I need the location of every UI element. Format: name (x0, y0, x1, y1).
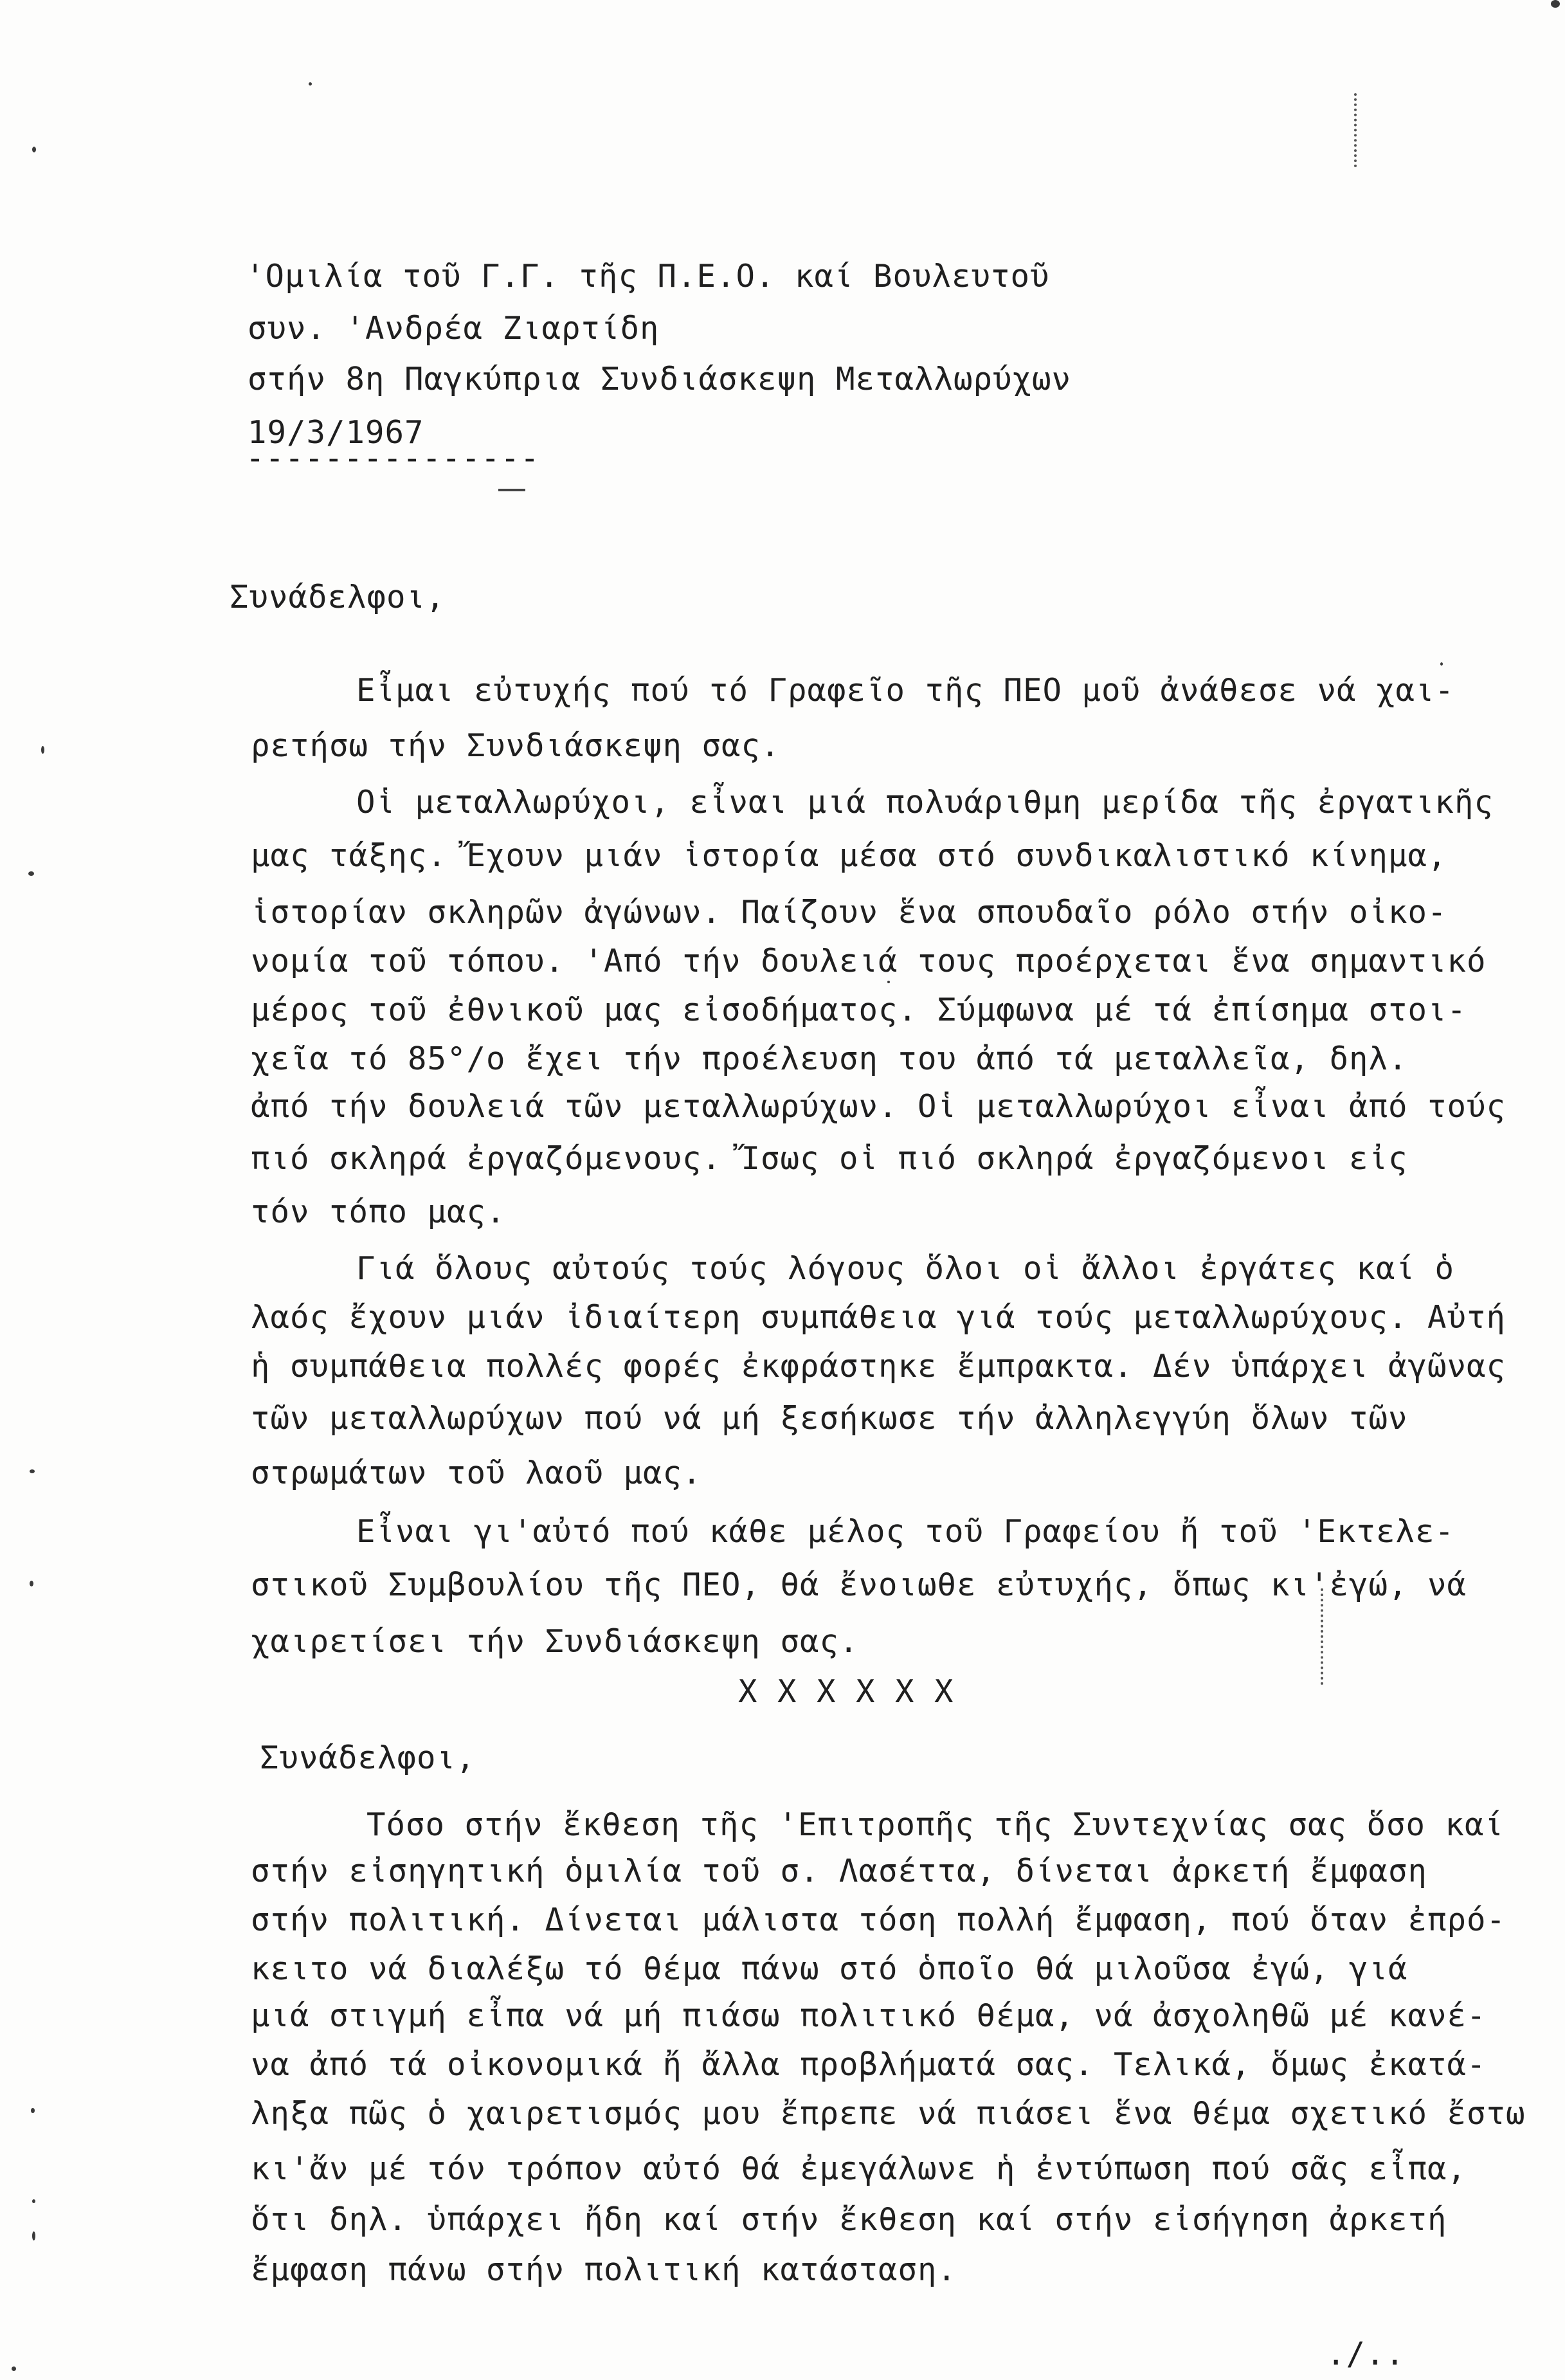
paragraph-line: Εἶναι γι'αὐτό πού κάθε μέλος τοῦ Γραφείου ἤ τοῦ 'Εκτελε- (356, 1513, 1455, 1550)
paragraph-line: ἀπό τήν δουλειά τῶν μεταλλωρύχων. Οἱ μεταλλωρύχοι εἶναι ἀπό τούς (251, 1088, 1506, 1125)
header-underline: --------------- (246, 440, 540, 477)
paragraph-line: κειτο νά διαλέξω τό θέμα πάνω στό ὁποῖο θά μιλοῦσα ἐγώ, γιά (251, 1950, 1408, 1987)
paragraph-line: ὅτι δηλ. ὑπάρχει ἤδη καί στήν ἔκθεση καί στήν εἰσήγηση ἀρκετή (251, 2201, 1447, 2238)
scan-speck (30, 1581, 33, 1586)
scan-speck (41, 746, 44, 754)
paragraph-line: νομία τοῦ τόπου. 'Από τήν δουλειά τους προέρχεται ἕνα σημαντικό (251, 943, 1487, 979)
paragraph-line: ρετήσω τήν Συνδιάσκεψη σας. (251, 727, 781, 764)
section-separator: X X X X X X (738, 1673, 954, 1710)
event-line: στήν 8η Παγκύπρια Συνδιάσκεψη Μεταλλωρύχων (248, 361, 1072, 397)
date-line: 19/3/1967 (248, 414, 424, 451)
paragraph-line: στρωμάτων τοῦ λαοῦ μας. (251, 1455, 702, 1491)
scan-speck (31, 2108, 35, 2113)
scan-speck (32, 147, 36, 152)
paragraph-line: Εἶμαι εὐτυχής πού τό Γραφεῖο τῆς ΠΕΟ μοῦ ἀνάθεσε νά χαι- (356, 672, 1455, 709)
scan-speck (887, 981, 890, 983)
paragraph-line: μιά στιγμή εἶπα νά μή πιάσω πολιτικό θέμα, νά ἀσχοληθῶ μέ κανέ- (251, 1997, 1487, 2034)
paragraph-line: κι'ἄν μέ τόν τρόπον αὐτό θά ἐμεγάλωνε ἡ ἐντύπωση πού σᾶς εἶπα, (251, 2150, 1467, 2187)
paragraph-line: τόν τόπο μας. (251, 1194, 506, 1230)
scan-speck (1440, 662, 1443, 666)
paragraph-line: ἔμφαση πάνω στήν πολιτική κατάσταση. (251, 2251, 957, 2288)
scan-speck (309, 82, 312, 86)
paragraph-line: να ἀπό τά οἰκονομικά ἤ ἄλλα προβλήματά σας. Τελικά, ὅμως ἐκατά- (251, 2046, 1487, 2083)
margin-dotted-mark (1321, 1588, 1323, 1685)
paragraph-line: ἡ συμπάθεια πολλές φορές ἐκφράστηκε ἔμπρακτα. Δέν ὑπάρχει ἀγῶνας (251, 1348, 1506, 1385)
speaker-line: συν. 'Ανδρέα Ζιαρτίδη (248, 310, 660, 347)
speech-title-line: 'Ομιλία τοῦ Γ.Γ. τῆς Π.Ε.Ο. καί Βουλευτοῦ (246, 258, 1050, 295)
salutation: Συνάδελφοι, (230, 579, 446, 615)
margin-dotted-mark (1354, 93, 1357, 167)
paragraph-line: χαιρετίσει τήν Συνδιάσκεψη σας. (251, 1623, 859, 1660)
paragraph-line: στικοῦ Συμβουλίου τῆς ΠΕΟ, θά ἔνοιωθε εὐτυχής, ὅπως κι'ἐγώ, νά (251, 1567, 1467, 1603)
scan-speck (30, 1469, 35, 1473)
scan-speck (32, 2231, 35, 2240)
paragraph-line: στήν εἰσηγητική ὁμιλία τοῦ σ. Λασέττα, δίνεται ἀρκετή ἔμφαση (251, 1853, 1428, 1889)
continuation-mark: ./.. (1326, 2336, 1406, 2372)
paragraph-line: Γιά ὅλους αὐτούς τούς λόγους ὅλοι οἱ ἄλλοι ἐργάτες καί ὁ (356, 1250, 1455, 1287)
salutation: Συνάδελφοι, (260, 1740, 476, 1776)
stray-mark (498, 489, 525, 491)
scan-speck (32, 2199, 35, 2203)
paragraph-line: Οἱ μεταλλωρύχοι, εἶναι μιά πολυάριθμη μερίδα τῆς ἐργατικῆς (356, 784, 1494, 821)
paragraph-line: ληξα πῶς ὁ χαιρετισμός μου ἔπρεπε νά πιάσει ἕνα θέμα σχετικό ἔστω (251, 2095, 1526, 2132)
scan-speck (1551, 0, 1560, 8)
paragraph-line: τῶν μεταλλωρύχων πού νά μή ξεσήκωσε τήν ἀλληλεγγύη ὅλων τῶν (251, 1400, 1408, 1437)
scan-speck (12, 2366, 16, 2371)
paragraph-line: μας τάξης. Ἔχουν μιάν ἱστορία μέσα στό συνδικαλιστικό κίνημα, (251, 837, 1447, 874)
paragraph-line: πιό σκληρά ἐργαζόμενους. Ἴσως οἱ πιό σκληρά ἐργαζόμενοι εἰς (251, 1140, 1408, 1177)
paragraph-line: ἱστορίαν σκληρῶν ἀγώνων. Παίζουν ἕνα σπουδαῖο ρόλο στήν οἰκο- (251, 894, 1447, 931)
paragraph-line: Τόσο στήν ἔκθεση τῆς 'Επιτροπῆς τῆς Συντεχνίας σας ὅσο καί (366, 1806, 1505, 1843)
paragraph-line: χεῖα τό 85°/ο ἔχει τήν προέλευση του ἀπό τά μεταλλεῖα, δηλ. (251, 1040, 1408, 1077)
paragraph-line: μέρος τοῦ ἐθνικοῦ μας εἰσοδήματος. Σύμφωνα μέ τά ἐπίσημα στοι- (251, 992, 1467, 1028)
paragraph-line: λαός ἔχουν μιάν ἰδιαίτερη συμπάθεια γιά τούς μεταλλωρύχους. Αὐτή (251, 1299, 1506, 1336)
paragraph-line: στήν πολιτική. Δίνεται μάλιστα τόση πολλή ἔμφαση, πού ὅταν ἐπρό- (251, 1902, 1506, 1938)
scan-speck (28, 871, 34, 876)
